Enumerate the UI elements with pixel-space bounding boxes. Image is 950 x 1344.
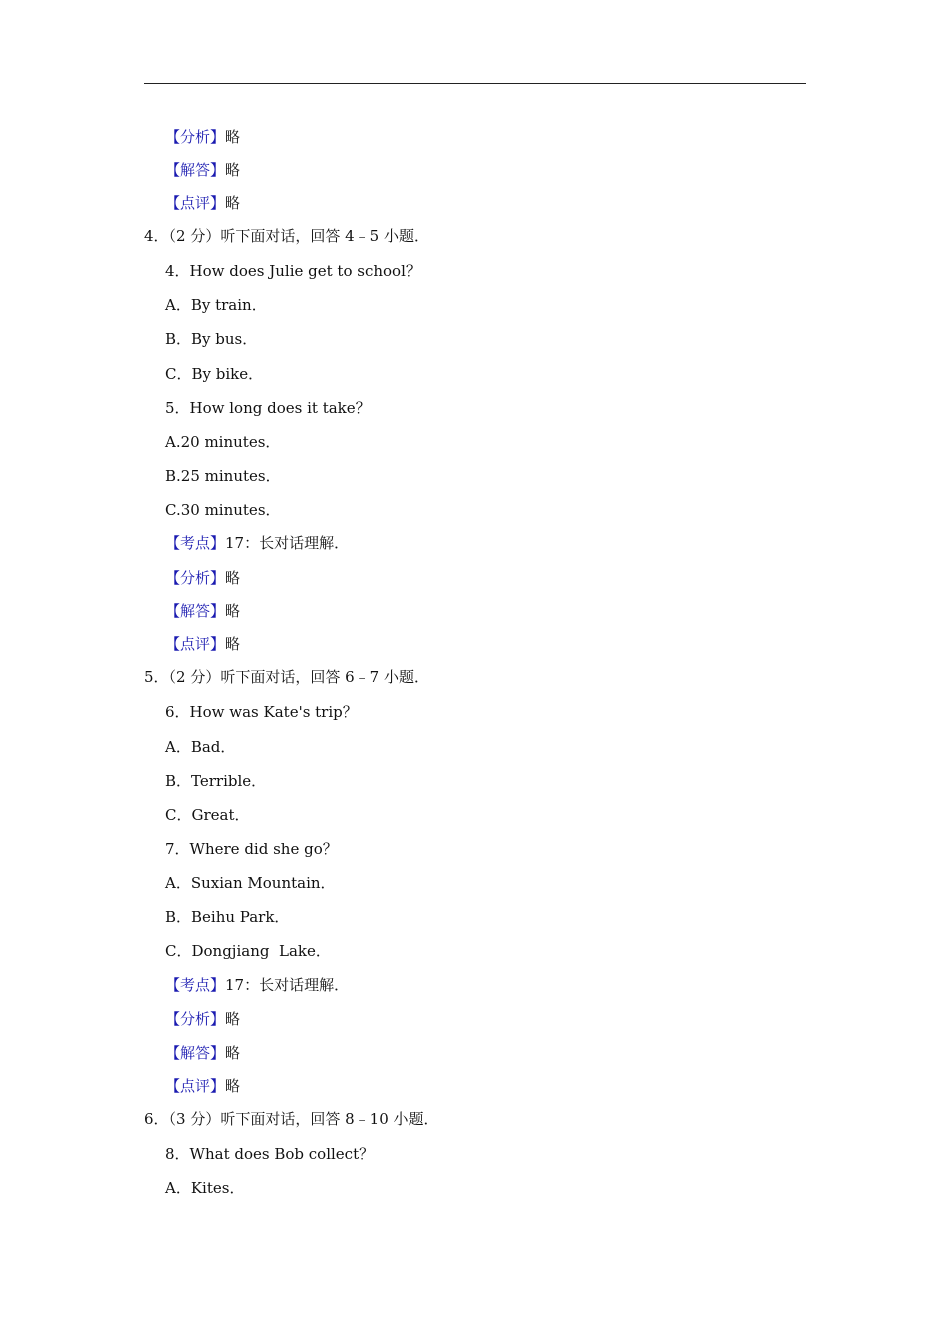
option-line [165, 364, 263, 384]
analysis-line [165, 568, 240, 588]
line-text: 略 [225, 602, 241, 620]
tag-label: 【考点】 [165, 976, 226, 994]
question-heading [144, 226, 429, 246]
line-text: 6．（3 分）听下面对话，回答 8﹣10 小题． [144, 1110, 439, 1128]
option-line [165, 907, 289, 927]
line-text: C.30 minutes． [165, 501, 281, 519]
option-line [165, 737, 235, 757]
line-text: 5．（2 分）听下面对话，回答 6﹣7 小题． [144, 668, 429, 686]
line-text: 4．（2 分）听下面对话，回答 4﹣5 小题． [144, 227, 429, 245]
question-text [165, 261, 421, 281]
option-line [165, 432, 280, 452]
line-text: A．Kites． [165, 1179, 245, 1197]
line-text: 略 [225, 1044, 241, 1062]
line-text: C．Great． [165, 806, 250, 824]
line-text: 7．Where did she go？ [165, 840, 338, 858]
option-line [165, 500, 281, 520]
line-text: B．Terrible． [165, 772, 267, 790]
option-line [165, 771, 266, 791]
tag-label: 【解答】 [165, 1044, 226, 1062]
line-text: 5．How long does it take？ [165, 399, 371, 417]
tag-label: 【点评】 [165, 194, 226, 212]
option-line [165, 805, 249, 825]
line-text: 17：长对话理解． [225, 534, 350, 552]
comment-line [165, 193, 240, 213]
line-text: 6．How was Kate's trip？ [165, 703, 358, 721]
header-rule [144, 83, 806, 84]
line-text: 略 [225, 1077, 241, 1095]
line-text: B．By bus． [165, 330, 258, 348]
line-text: A．Bad． [165, 738, 236, 756]
tag-label: 【分析】 [165, 569, 226, 587]
comment-line [165, 634, 240, 654]
analysis-line [165, 127, 240, 147]
question-text [165, 839, 338, 859]
line-text: B.25 minutes． [165, 467, 281, 485]
analysis-line [165, 1009, 240, 1029]
question-text [165, 398, 371, 418]
line-text: 略 [225, 128, 241, 146]
line-text: B．Beihu Park． [165, 908, 290, 926]
line-text: 略 [225, 194, 241, 212]
question-text [165, 702, 358, 722]
line-text: 4．How does Julie get to school？ [165, 262, 421, 280]
line-text: C．Dongjiang Lake． [165, 942, 331, 960]
tag-label: 【点评】 [165, 1077, 226, 1095]
line-text: 略 [225, 569, 241, 587]
tag-label: 【考点】 [165, 534, 226, 552]
line-text: 17：长对话理解． [225, 976, 350, 994]
option-line [165, 295, 267, 315]
keypoint-line [165, 533, 349, 553]
question-heading [144, 1109, 439, 1129]
answer-line [165, 1043, 240, 1063]
tag-label: 【解答】 [165, 161, 226, 179]
line-text: A.20 minutes． [165, 433, 281, 451]
answer-line [165, 601, 240, 621]
tag-label: 【点评】 [165, 635, 226, 653]
answer-line [165, 160, 240, 180]
option-line [165, 466, 281, 486]
option-line [165, 1178, 244, 1198]
line-text: 略 [225, 161, 241, 179]
line-text: 略 [225, 1010, 241, 1028]
question-heading [144, 667, 429, 687]
line-text: A．Suxian Mountain． [165, 874, 336, 892]
keypoint-line [165, 975, 349, 995]
option-line [165, 329, 257, 349]
line-text: C．By bike． [165, 365, 264, 383]
question-text [165, 1144, 374, 1164]
option-line [165, 941, 331, 961]
comment-line [165, 1076, 240, 1096]
tag-label: 【解答】 [165, 602, 226, 620]
line-text: 8．What does Bob collect？ [165, 1145, 375, 1163]
tag-label: 【分析】 [165, 128, 226, 146]
line-text: A．By train． [165, 296, 267, 314]
option-line [165, 873, 336, 893]
tag-label: 【分析】 [165, 1010, 226, 1028]
line-text: 略 [225, 635, 241, 653]
